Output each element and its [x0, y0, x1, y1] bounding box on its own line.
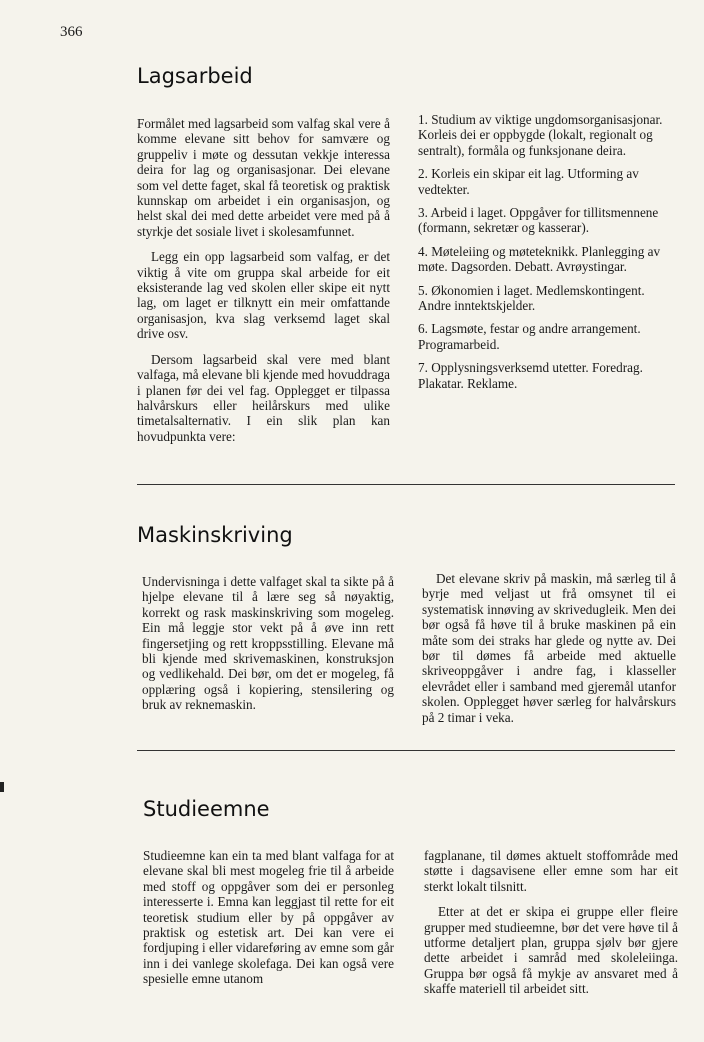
maskinskriving-left-column: [142, 574, 394, 723]
lagsarbeid-item-list: [418, 112, 676, 399]
paragraph: Formålet med lagsarbeid som valfag skal vere å komme elevane sitt behov for samvære og gruppeliv i møte og dessutan vekkje interessa deira for lag og organisasjonar. Dei elevane som vel dette faget, skal få teoretisk og praktisk kunnskap om arbeidet i ein organisasjon, og helst skal dei med dette arbeidet vere med på å styrkje det sosiale livet i skolesamfunnet.: [137, 116, 390, 239]
paragraph: Det elevane skriv på maskin, må særleg til å byrje med veljast ut frå omsynet til ei systematisk innøving av skrivedugleik. Men dei bør også få høve til å bruke maskinen på ein måte som dei straks har glede og nytte av. Dei bør til dømes få arbeide med aktuelle skriveoppgåver i andre fag, i klasseller elevrådet eller i samband med gjeremål utanfor skolen. Opplegget høver særleg for halvårskurs på 2 timar i veka.: [422, 571, 676, 725]
section-divider: [137, 484, 675, 485]
paragraph: Legg ein opp lagsarbeid som valfag, er det viktig å vite om gruppa skal arbeide for eit eksisterande lag ved skolen eller skipe eit nytt lag, om laget er tilknytt ein meir omfattande organisasjon, kva slag verksemd laget skal drive osv.: [137, 249, 390, 342]
list-item: 3. Arbeid i laget. Oppgåver for tillitsmennene (formann, sekretær og kasserar).: [418, 205, 659, 236]
section-heading-maskinskriving: Maskinskriving: [137, 523, 293, 547]
list-item: 5. Økonomien i laget. Medlemskontingent. Andre inntektskjelder.: [418, 282, 645, 314]
paragraph: Dersom lagsarbeid skal vere med blant valfaga, må elevane bli kjende med hovuddraga i planen før dei vel fag. Opplegget er tilpassa halvårskurs eller heilårskurs med ulike timetalsalternativ. I ein slik plan kan hovudpunkta vere:: [137, 351, 390, 444]
paragraph: Studieemne kan ein ta med blant valfaga for at elevane skal bli mest mogeleg frie til å arbeide med stoff og oppgåver som dei er personleg interesserte i. Emna kan leggjast til rette for eit teoretisk studium eller by på oppgåver av praktisk og estetisk art. Dei kan vere ei fordjuping i eller vidareføring av emne som går inn i dei vanlege skolefaga. Dei kan også vere spesielle emne utanom: [143, 848, 394, 987]
section-heading-lagsarbeid: Lagsarbeid: [137, 64, 253, 88]
list-item: 6. Lagsmøte, festar og andre arrangement. Programarbeid.: [418, 321, 641, 352]
scan-edge-mark: [0, 782, 4, 792]
list-item: 4. Møteleiing og møteteknikk. Planlegging av møte. Dagsorden. Debatt. Avrøystingar.: [418, 243, 661, 275]
list-item: 2. Korleis ein skipar eit lag. Utforming av vedtekter.: [418, 166, 639, 197]
list-item: 7. Opplysningsverksemd utetter. Foredrag. Plakatar. Reklame.: [418, 360, 643, 391]
paragraph: fagplanane, til dømes aktuelt stoffområde med støtte i dagsavisene eller emne som har eit sterkt lokalt tilsnitt.: [424, 848, 678, 894]
section-divider: [137, 750, 675, 751]
studieemne-left-column: [143, 848, 394, 997]
page-number: 366: [60, 24, 83, 40]
studieemne-right-column: [424, 848, 678, 1007]
paragraph: Etter at det er skipa ei gruppe eller fleire grupper med studieemne, bør det vere høve til å utforme detaljert plan, gruppa sjølv bør gjere dette arbeidet i samråd med skoleleiinga. Gruppa bør også få mykje av ansvaret med å skaffe materiell til arbeidet sitt.: [424, 904, 678, 997]
lagsarbeid-left-column: [137, 116, 390, 454]
maskinskriving-right-column: [422, 571, 676, 735]
list-item: 1. Studium av viktige ungdomsorganisasjonar. Korleis dei er oppbygde (lokalt, regionalt og sentralt), formåla og funksjonane deira.: [418, 112, 663, 158]
section-heading-studieemne: Studieemne: [143, 797, 270, 821]
paragraph: Undervisninga i dette valfaget skal ta sikte på å hjelpe elevane til å lære seg så nøyaktig, korrekt og rask maskinskriving som mogeleg. Ein må leggje stor vekt på å øve inn rett fingersetjing og rett kroppsstilling. Elevane må bli kjende med skrivemaskinen, konstruksjon og vedlikehald. Dei bør, om det er mogeleg, få opplæring også i kopiering, stensilering og bruk av reknemaskin.: [142, 574, 394, 713]
